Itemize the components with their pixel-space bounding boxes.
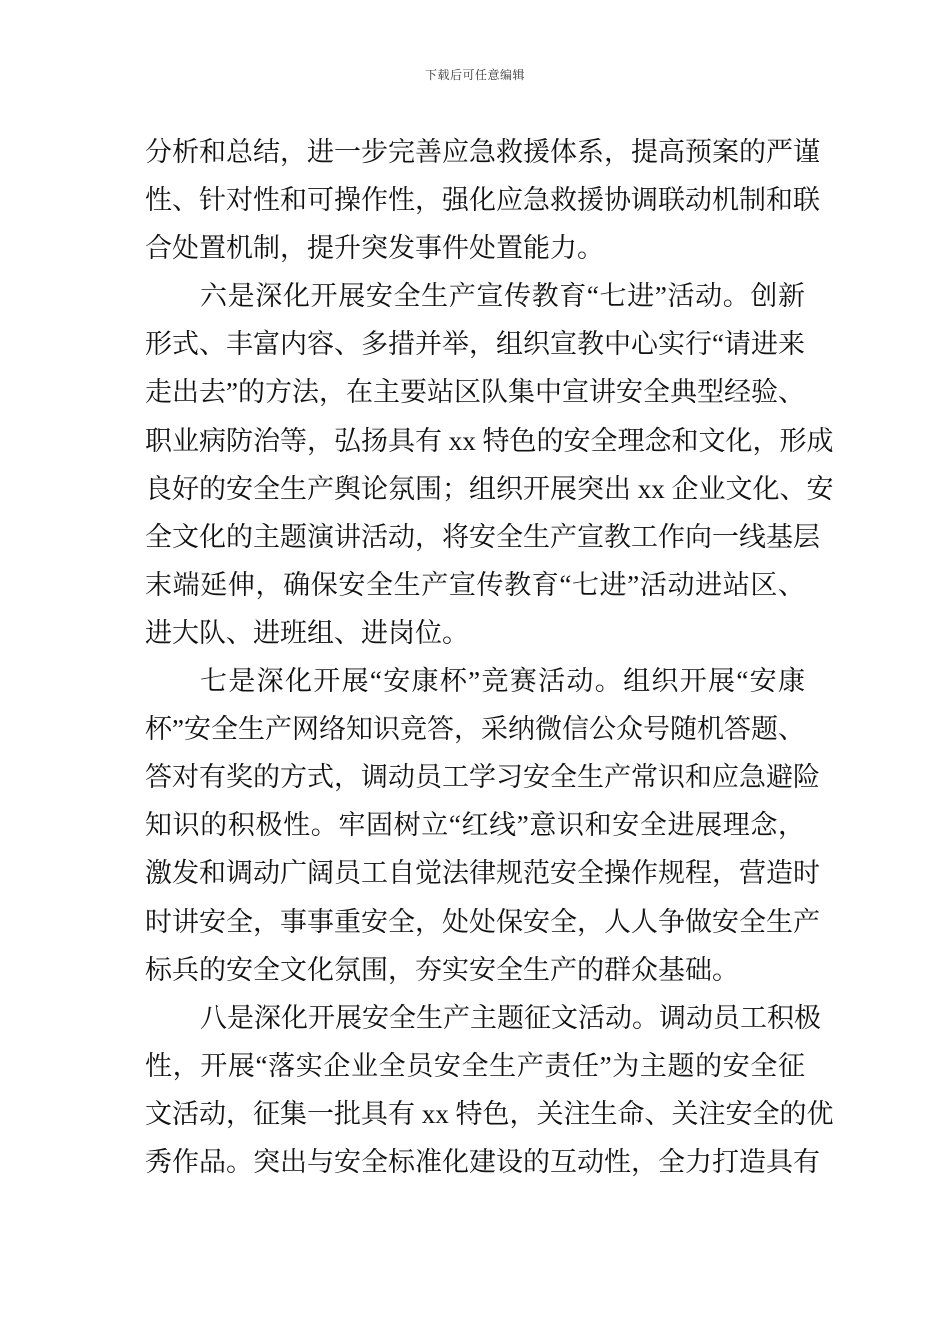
text-line: 六是深化开展安全生产宣传教育“七进”活动。创新 [200, 281, 805, 312]
text-line: 文活动，征集一批具有 xx 特色，关注生命、关注安全的优 [145, 1098, 834, 1129]
text-line: 形式、丰富内容、多措并举，组织宣教中心实行“请进来 [145, 329, 805, 360]
text-line: 性，开展“落实企业全员安全生产责任”为主题的安全征 [145, 1050, 805, 1081]
text-line: 激发和调动广阔员工自觉法律规范安全操作规程，营造时 [145, 858, 820, 889]
text-line: 走出去”的方法，在主要站区队集中宣讲安全典型经验、 [145, 377, 805, 408]
text-line: 标兵的安全文化氛围，夯实安全生产的群众基础。 [145, 954, 739, 985]
text-line: 杯”安全生产网络知识竞答，采纳微信公众号随机答题、 [145, 714, 805, 745]
text-line: 知识的积极性。牢固树立“红线”意识和安全进展理念， [145, 810, 805, 841]
text-line: 秀作品。突出与安全标准化建设的互动性，全力打造具有 [145, 1146, 820, 1177]
text-line: 合处置机制，提升突发事件处置能力。 [145, 233, 604, 264]
text-line: 八是深化开展安全生产主题征文活动。调动员工积极 [200, 1002, 821, 1033]
text-line: 职业病防治等，弘扬具有 xx 特色的安全理念和文化，形成 [145, 425, 834, 456]
text-line: 答对有奖的方式，调动员工学习安全生产常识和应急避险 [145, 762, 820, 793]
page-header-note: 下载后可任意编辑 [424, 68, 525, 82]
text-line: 七是深化开展“安康杯”竞赛活动。组织开展“安康 [200, 666, 805, 697]
text-line: 全文化的主题演讲活动，将安全生产宣教工作向一线基层 [145, 521, 820, 552]
text-line: 时讲安全，事事重安全，处处保安全，人人争做安全生产 [145, 906, 820, 937]
text-line: 良好的安全生产舆论氛围；组织开展突出 xx 企业文化、安 [145, 473, 834, 504]
document-body [145, 128, 834, 1186]
text-line: 末端延伸，确保安全生产宣传教育“七进”活动进站区、 [145, 569, 805, 600]
text-line: 进大队、进班组、进岗位。 [145, 617, 469, 648]
text-line: 性、针对性和可操作性，强化应急救援协调联动机制和联 [145, 185, 820, 216]
text-line: 分析和总结，进一步完善应急救援体系，提高预案的严谨 [145, 137, 820, 167]
